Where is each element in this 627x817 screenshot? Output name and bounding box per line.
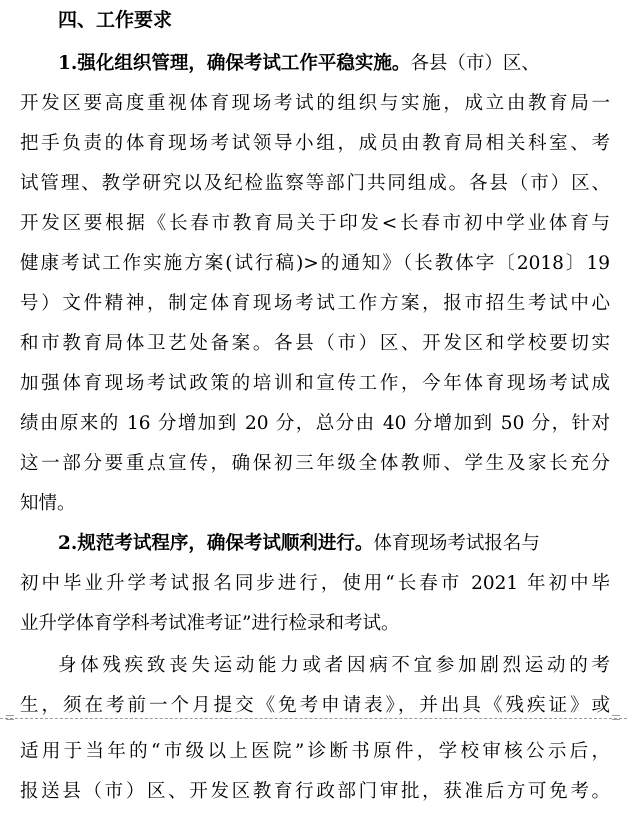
paragraph-2-first-line xyxy=(58,524,610,564)
paragraph-1-line: 各县（市）区、 xyxy=(410,53,540,74)
paragraph-1-last-line: 知情。 xyxy=(20,493,76,514)
paragraph-1-line: 绩由原来的 16 分增加到 20 分，总分由 40 分增加到 50 分，针对 xyxy=(20,413,610,434)
paragraph-2-line: 初中毕业升学考试报名同步进行，使用“长春市 2021 年初中毕 xyxy=(20,573,610,594)
page-break-right-marker xyxy=(612,713,622,723)
paragraph-1-first-line xyxy=(58,44,608,84)
paragraph-1-title: 1.强化组织管理，确保考试工作平稳实施。 xyxy=(58,53,411,74)
page-break-left-marker xyxy=(6,713,16,723)
paragraph-1-line: 和市教育局体卫艺处备案。各县（市）区、开发区和学校要切实 xyxy=(20,333,610,354)
paragraph-1-line: 开发区要根据《长春市教育局关于印发<长春市初中学业体育与 xyxy=(20,213,610,234)
paragraph-2-last-line: 业升学体育学科考试准考证”进行检录和考试。 xyxy=(20,613,400,634)
paragraph-3-line: 身体残疾致丧失运动能力或者因病不宜参加剧烈运动的考 xyxy=(58,655,610,676)
paragraph-1-line: 号）文件精神，制定体育现场考试工作方案，报市招生考试中心 xyxy=(20,293,610,314)
page-break-divider xyxy=(0,718,627,719)
paragraph-1-line: 这一部分要重点宣传，确保初三年级全体教师、学生及家长充分 xyxy=(20,453,610,474)
paragraph-3-line: 报送县（市）区、开发区教育行政部门审批，获准后方可免考。 xyxy=(20,781,610,802)
paragraph-1-line: 健康考试工作实施方案(试行稿)>的通知》（长教体字〔2018〕19 xyxy=(20,253,610,274)
paragraph-2-line: 体育现场考试报名与 xyxy=(373,533,540,554)
paragraph-1-line: 试管理、教学研究以及纪检监察等部门共同组成。各县（市）区、 xyxy=(20,173,610,194)
paragraph-1-line: 加强体育现场考试政策的培训和宣传工作，今年体育现场考试成 xyxy=(20,373,610,394)
paragraph-3-line: 适用于当年的“市级以上医院”诊断书原件，学校审核公示后， xyxy=(20,741,610,762)
paragraph-1-line: 开发区要高度重视体育现场考试的组织与实施，成立由教育局一 xyxy=(20,93,610,114)
section-heading: 四、工作要求 xyxy=(58,9,173,31)
paragraph-2-title: 2.规范考试程序，确保考试顺利进行。 xyxy=(58,533,374,554)
paragraph-1-line: 把手负责的体育现场考试领导小组，成员由教育局相关科室、考 xyxy=(20,133,610,154)
paragraph-3-line: 生，须在考前一个月提交《免考申请表》，并出具《残疾证》或 xyxy=(20,695,610,716)
